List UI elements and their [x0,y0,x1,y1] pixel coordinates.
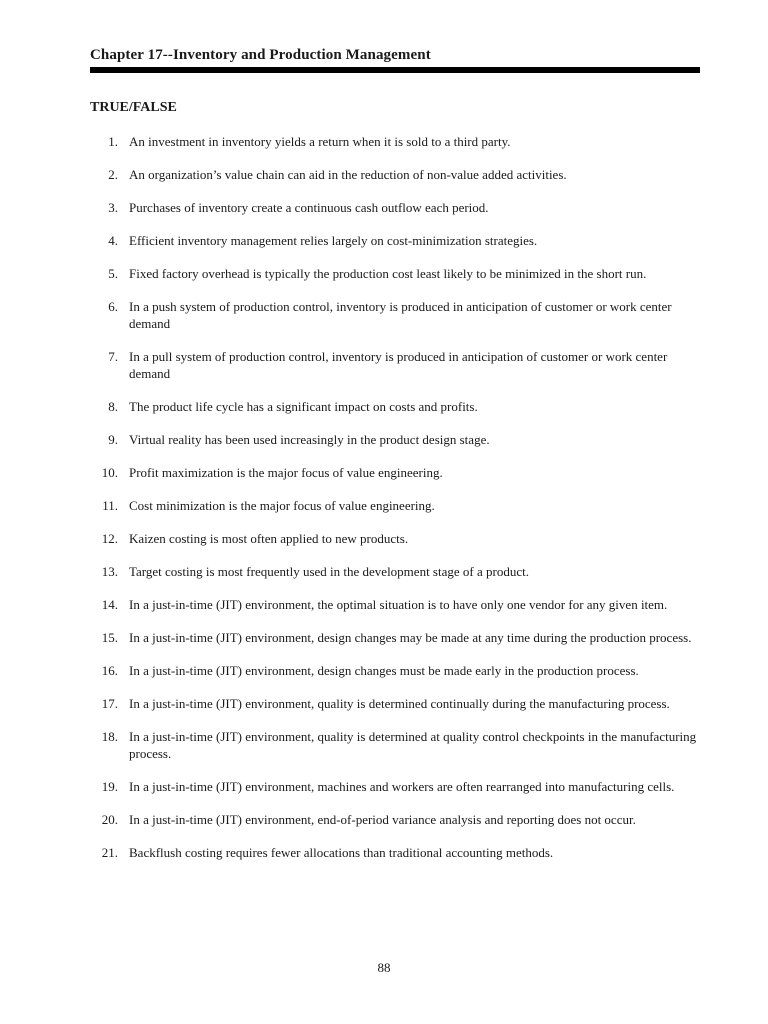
question-number: 9. [108,432,118,447]
question-number: 4. [108,233,118,248]
question-text: In a just-in-time (JIT) environment, design changes must be made early in the production process. [129,663,639,678]
question-number: 15. [101,630,118,645]
question-item [90,298,700,332]
question-text: An organization’s value chain can aid in the reduction of non-value added activities. [129,167,567,182]
question-item [90,629,700,646]
question-item [90,728,700,762]
question-number: 13. [101,564,118,579]
question-number: 12. [101,531,118,546]
question-number: 21. [101,845,118,860]
question-text: In a just-in-time (JIT) environment, quality is determined continually during the manufacturing process. [129,696,670,711]
question-text: Profit maximization is the major focus of value engineering. [129,465,443,480]
question-text: Purchases of inventory create a continuous cash outflow each period. [129,200,489,215]
question-number: 2. [108,167,118,182]
question-item [90,232,700,249]
question-text: The product life cycle has a significant impact on costs and profits. [129,399,478,414]
question-item [90,199,700,216]
question-number: 8. [108,399,118,414]
question-item [90,166,700,183]
title-rule [90,67,700,73]
question-item [90,497,700,514]
question-number: 10. [101,465,118,480]
question-number: 3. [108,200,118,215]
question-number: 14. [101,597,118,612]
question-number: 18. [101,729,118,744]
question-item [90,265,700,282]
question-item [90,662,700,679]
question-number: 1. [108,134,118,149]
question-item [90,563,700,580]
question-item [90,464,700,481]
question-number: 16. [101,663,118,678]
question-text: In a pull system of production control, inventory is produced in anticipation of customer or work center demand [129,349,668,381]
question-item [90,348,700,382]
question-item [90,398,700,415]
question-item [90,596,700,613]
question-number: 6. [108,299,118,314]
question-item [90,811,700,828]
question-item [90,530,700,547]
question-text: Kaizen costing is most often applied to new products. [129,531,409,546]
question-item [90,778,700,795]
question-number: 11. [102,498,118,513]
question-text: Fixed factory overhead is typically the production cost least likely to be minimized in the short run. [129,266,647,281]
page-number: 88 [377,960,391,975]
question-text: In a just-in-time (JIT) environment, quality is determined at quality control checkpoints in the manufacturing process. [129,729,697,761]
question-item [90,844,700,861]
section-heading: TRUE/FALSE [90,100,177,115]
question-text: Cost minimization is the major focus of value engineering. [129,498,435,513]
question-text: In a just-in-time (JIT) environment, the optimal situation is to have only one vendor for any given item. [129,597,668,612]
question-text: Backflush costing requires fewer allocations than traditional accounting methods. [129,845,554,860]
question-text: In a just-in-time (JIT) environment, design changes may be made at any time during the production process. [129,630,692,645]
question-text: In a push system of production control, inventory is produced in anticipation of customer or work center demand [129,299,672,331]
question-text: Efficient inventory management relies largely on cost-minimization strategies. [129,233,538,248]
question-item [90,695,700,712]
chapter-title: Chapter 17--Inventory and Production Management [90,47,431,63]
question-text: In a just-in-time (JIT) environment, machines and workers are often rearranged into manufacturing cells. [129,779,675,794]
question-number: 17. [101,696,118,711]
question-number: 19. [101,779,118,794]
question-text: In a just-in-time (JIT) environment, end-of-period variance analysis and reporting does not occur. [129,812,636,827]
question-list [90,133,700,877]
question-text: Virtual reality has been used increasingly in the product design stage. [129,432,490,447]
question-number: 7. [108,349,118,364]
question-number: 20. [101,812,118,827]
question-item [90,431,700,448]
question-item [90,133,700,150]
question-number: 5. [108,266,118,281]
question-text: Target costing is most frequently used in the development stage of a product. [129,564,529,579]
question-text: An investment in inventory yields a return when it is sold to a third party. [129,134,511,149]
